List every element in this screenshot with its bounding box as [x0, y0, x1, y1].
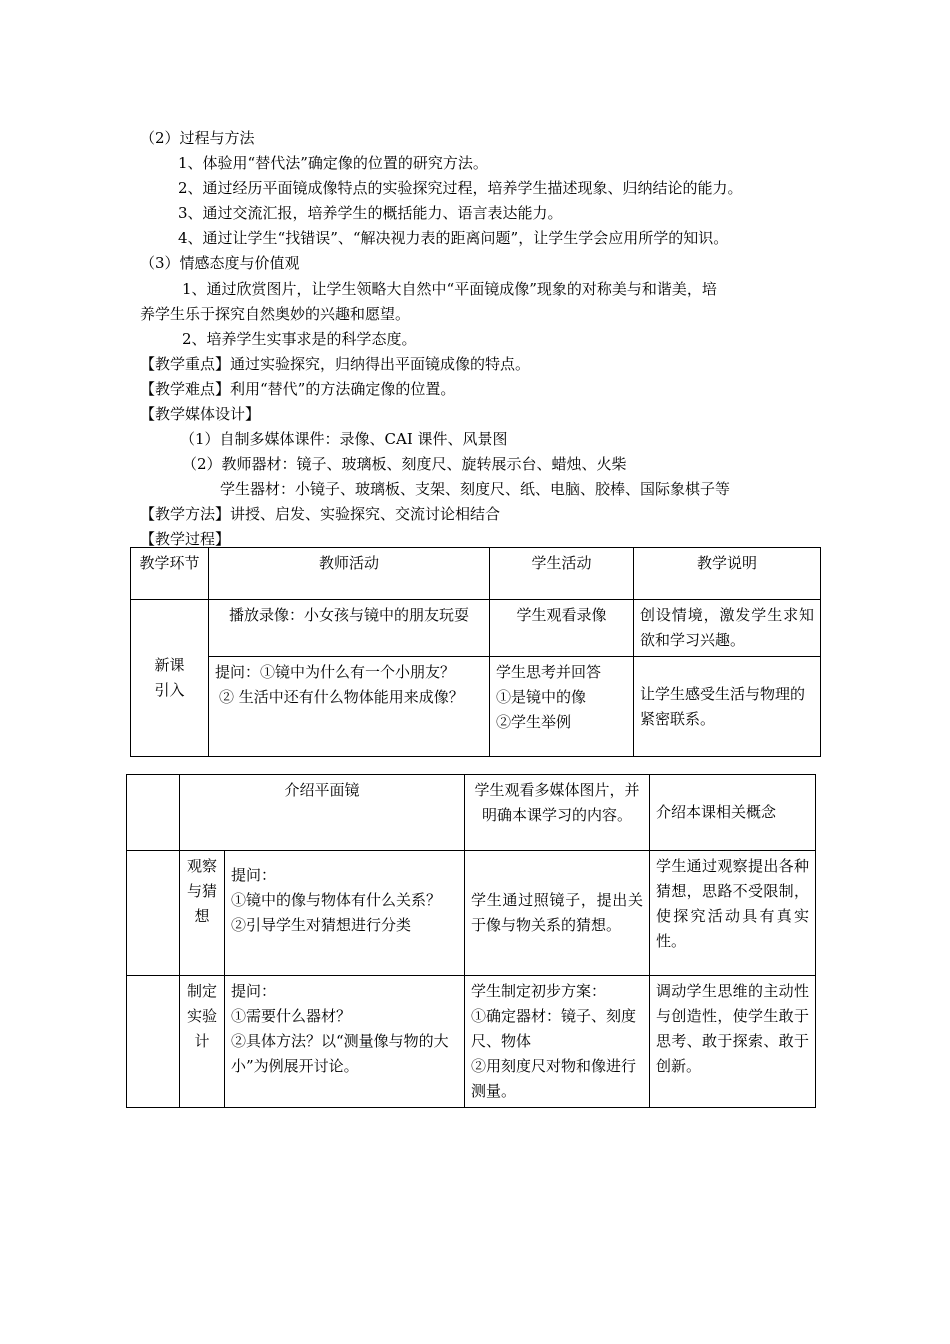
teaching-note: 调动学生思维的主动性与创造性，使学生敢于思考、敢于探索、敢于创新。: [650, 976, 816, 1108]
text-line: 2、通过经历平面镜成像特点的实验探究过程，培养学生描述现象、归纳结论的能力。: [178, 179, 743, 197]
process-table-1: [130, 547, 821, 757]
text-line: 养学生乐于探究自然奥妙的兴趣和愿望。: [140, 305, 411, 323]
text-line: 1、通过欣赏图片，让学生领略大自然中“平面镜成像”现象的对称美与和谐美，培: [182, 280, 717, 298]
teaching-note: 学生通过观察提出各种猜想，思路不受限制，使探究活动具有真实性。: [650, 851, 816, 976]
student-activity: 学生观看录像: [490, 600, 634, 657]
empty-stage-cell: [127, 976, 180, 1108]
process-table-2: [126, 774, 816, 1108]
teaching-note: 介绍本课相关概念: [650, 775, 816, 851]
teaching-process-heading: 【教学过程】: [140, 530, 231, 548]
header-note: 教学说明: [634, 548, 821, 600]
teaching-difficulty: 【教学难点】利用“替代”的方法确定像的位置。: [140, 380, 456, 398]
teaching-note: 创设情境，激发学生求知欲和学习兴趣。: [634, 600, 821, 657]
teacher-activity: 提问：①镜中为什么有一个小朋友？ ② 生活中还有什么物体能用来成像？: [209, 657, 490, 757]
text-line: 4、通过让学生“找错误”、“解决视力表的距离问题”，让学生学会应用所学的知识。: [178, 229, 729, 247]
text-line: 学生器材：小镜子、玻璃板、支架、刻度尺、纸、电脑、胶棒、国际象棋子等: [220, 480, 731, 498]
header-stage: 教学环节: [131, 548, 209, 600]
teacher-activity: 提问： ①需要什么器材？ ②具体方法？以“测量像与物的大小”为例展开讨论。: [225, 976, 465, 1108]
text-line: （2）教师器材：镜子、玻璃板、刻度尺、旋转展示台、蜡烛、火柴: [182, 455, 627, 473]
empty-stage-cell: [127, 851, 180, 976]
media-design-heading: 【教学媒体设计】: [140, 405, 261, 423]
teacher-activity: 介绍平面镜: [180, 775, 465, 851]
text-line: 2、培养学生实事求是的科学态度。: [182, 330, 417, 348]
teacher-activity: 提问： ①镜中的像与物体有什么关系？ ②引导学生对猜想进行分类: [225, 851, 465, 976]
empty-stage-cell: [127, 775, 180, 851]
student-activity: 学生观看多媒体图片，并明确本课学习的内容。: [465, 775, 650, 851]
step-label-observe-guess: 观察与猜想: [180, 851, 225, 976]
teaching-method: 【教学方法】讲授、启发、实验探究、交流讨论相结合: [140, 505, 501, 523]
teacher-activity: 播放录像：小女孩与镜中的朋友玩耍: [209, 600, 490, 657]
student-activity: 学生思考并回答 ①是镜中的像 ②学生举例: [490, 657, 634, 757]
header-teacher: 教师活动: [209, 548, 490, 600]
student-activity: 学生制定初步方案： ①确定器材：镜子、刻度尺、物体 ②用刻度尺对物和像进行测量。: [465, 976, 650, 1108]
header-student: 学生活动: [490, 548, 634, 600]
step-label-plan-experiment: 制定实验计: [180, 976, 225, 1108]
heading-emotion-values: （3）情感态度与价值观: [140, 254, 300, 272]
text-line: 1、体验用“替代法”确定像的位置的研究方法。: [178, 154, 488, 172]
teaching-note: 让学生感受生活与物理的紧密联系。: [634, 657, 821, 757]
student-activity: 学生通过照镜子，提出关于像与物关系的猜想。: [465, 851, 650, 976]
text-line: 3、通过交流汇报，培养学生的概括能力、语言表达能力。: [178, 204, 563, 222]
section-intro-label: 新课引入: [131, 600, 209, 757]
heading-process-method: （2）过程与方法: [140, 129, 255, 147]
text-line: （1）自制多媒体课件：录像、CAI 课件、风景图: [180, 430, 508, 448]
teaching-focus: 【教学重点】通过实验探究，归纳得出平面镜成像的特点。: [140, 355, 531, 373]
